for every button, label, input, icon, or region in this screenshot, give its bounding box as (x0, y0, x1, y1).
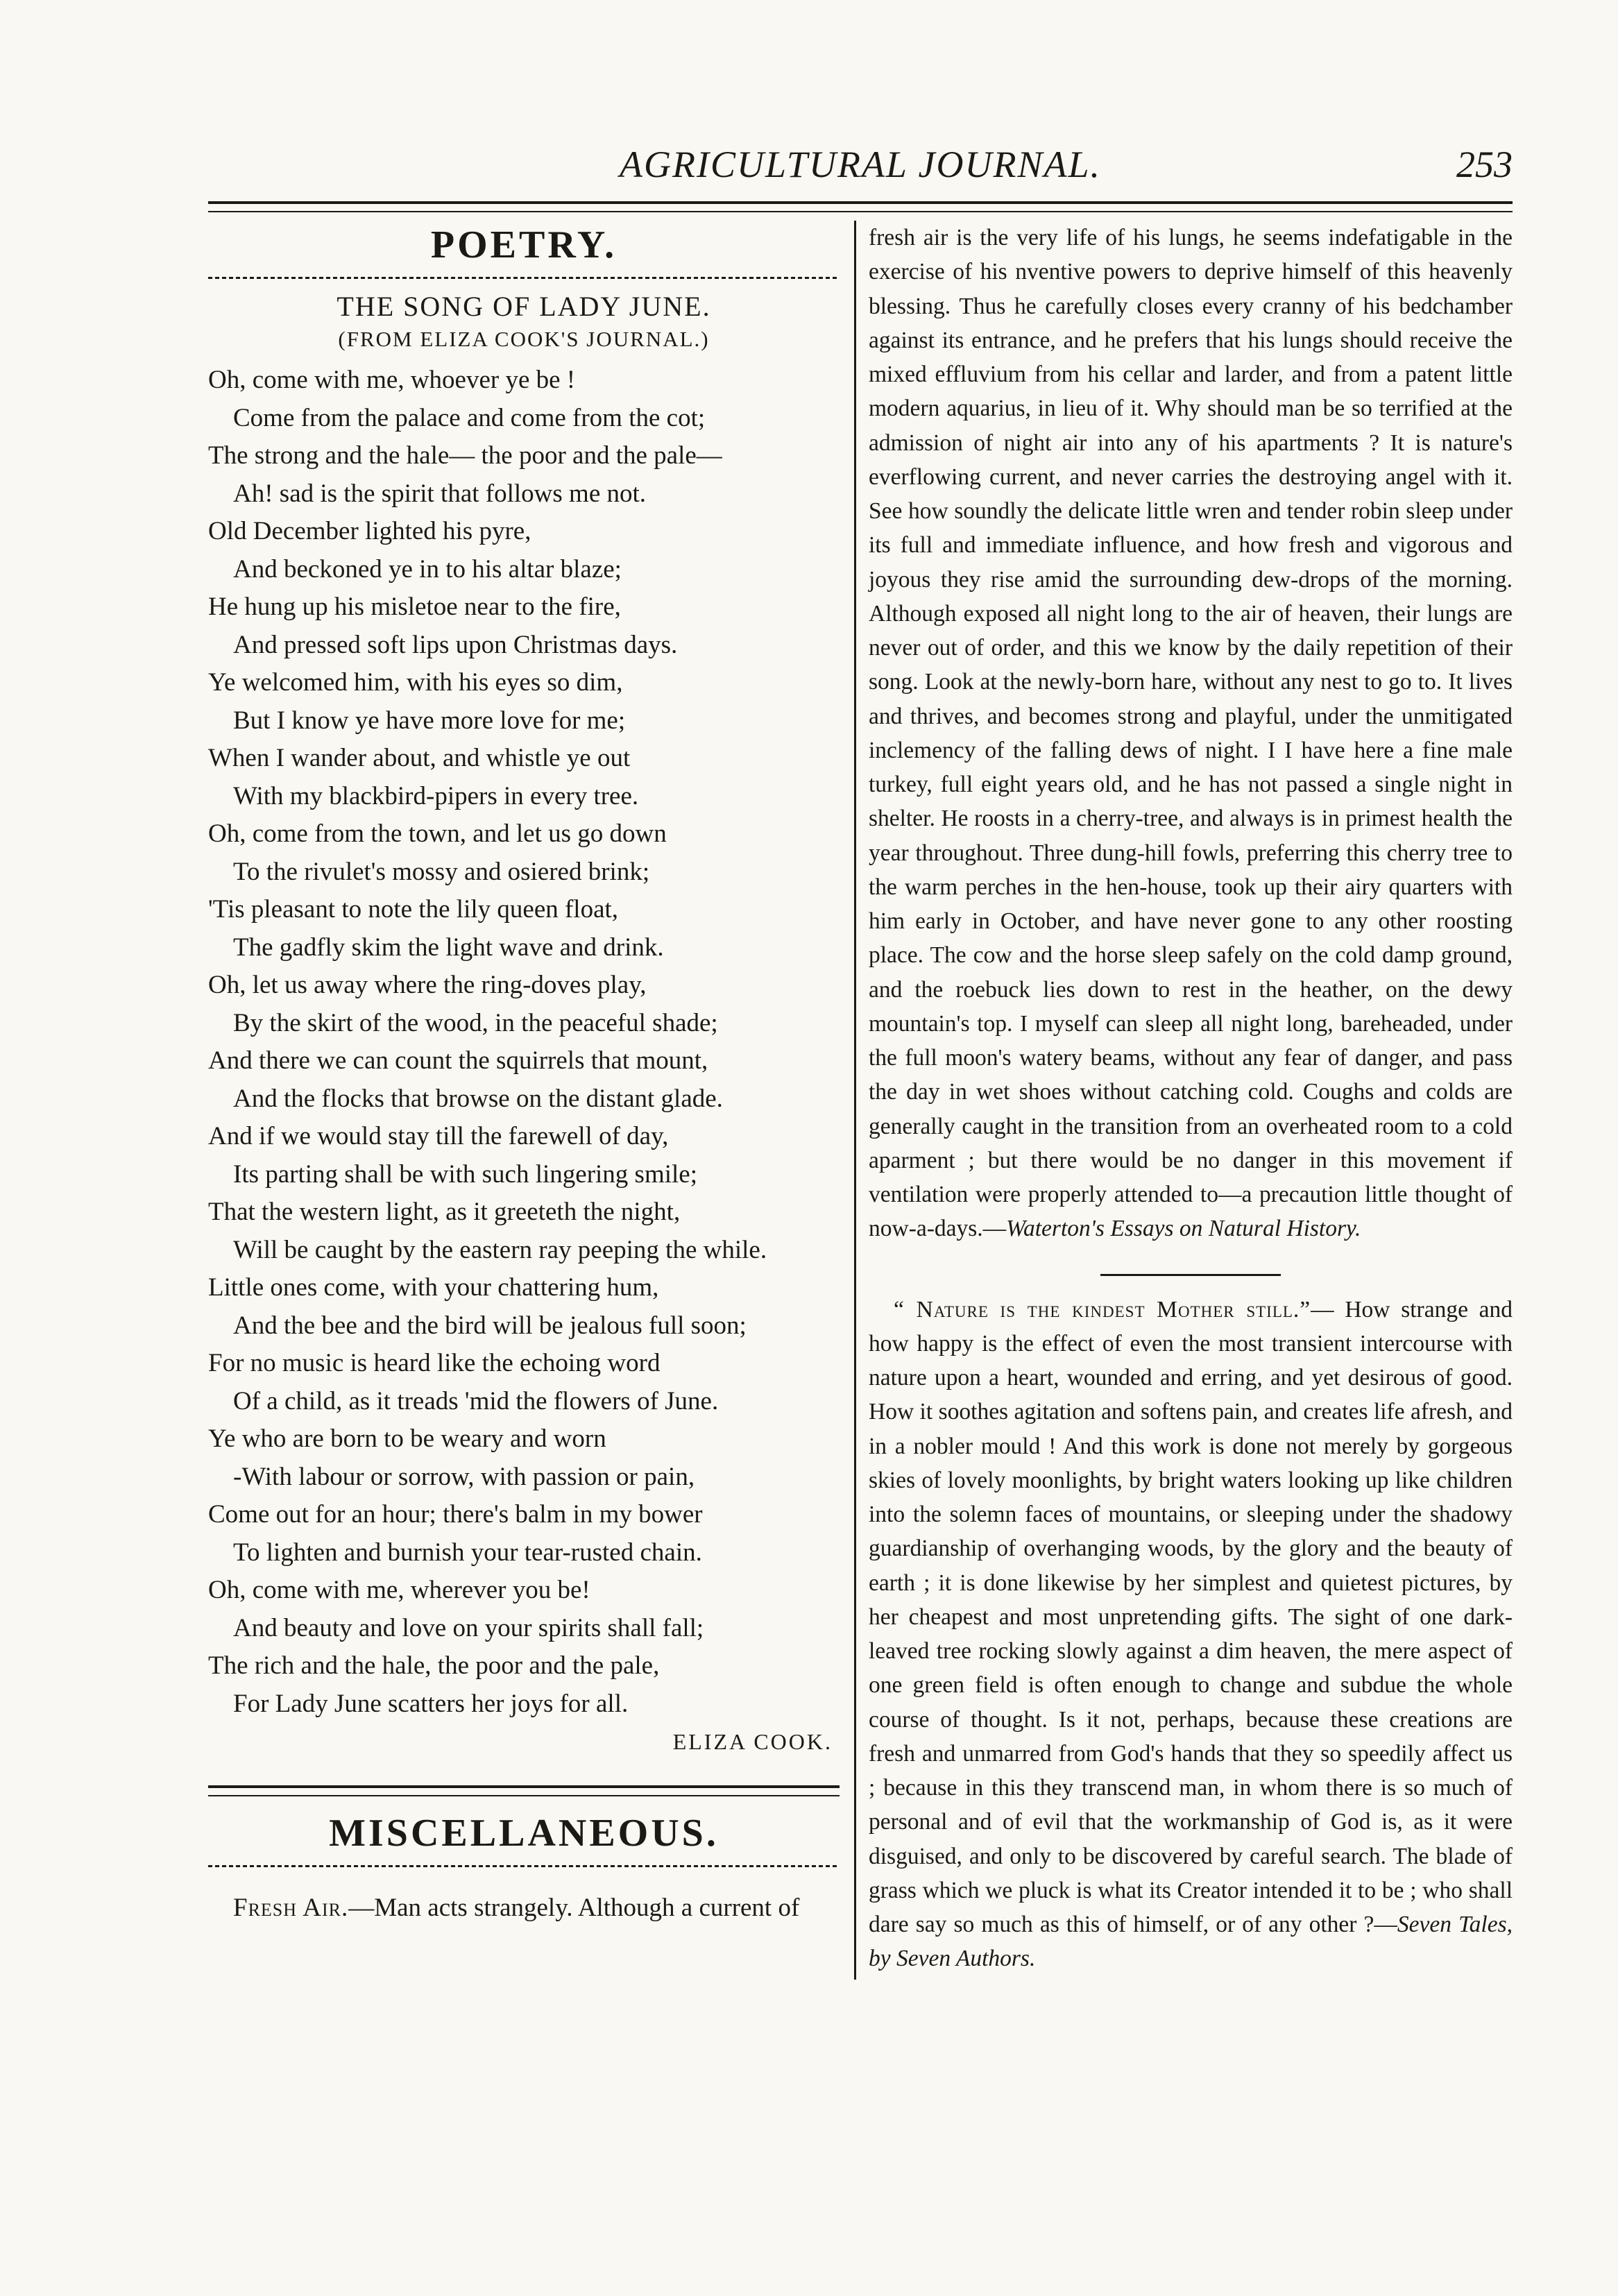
poem-body (208, 362, 840, 1723)
poem-line: For no music is heard like the echoing word (208, 1349, 661, 1377)
poem-line: Come out for an hour; there's balm in my bower (208, 1500, 703, 1529)
article-lead: “ Nature is the kindest Mother still.” (894, 1296, 1311, 1323)
poem-line: With my blackbird-pipers in every tree. (233, 781, 639, 810)
poem-line: But I know ye have more love for me; (233, 706, 626, 735)
article-citation: Seven Tales, by Seven Authors. (869, 1912, 1513, 1972)
poem-line: -With labour or sorrow, with passion or pain, (233, 1462, 695, 1491)
poem-line: And beckoned ye in to his altar blaze; (233, 554, 622, 584)
poem-line: Will be caught by the eastern ray peeping the while. (233, 1235, 767, 1264)
nature-article (869, 1293, 1513, 1976)
fresh-air-article (208, 1889, 840, 1928)
poem-line: Ah! sad is the spirit that follows me not. (233, 479, 647, 508)
poetry-heading: POETRY. (430, 223, 618, 266)
article-body-continued: fresh air is the very life of his lungs, he seems indefatigable in the exercise of his nventive powers to deprive himself of this heavenly blessing. Thus he carefully closes every cranny of his bedchamber against its entrance, and he prefers that his lungs should receive the mixed effluvium from his cellar and larder, and from a patent little modern aquarius, in lieu of it. Why should man be so terrified at the admission of night air into any of his apartments ? It is nature's everflowing current, and never carries the destroying angel with it. See how soundly the delicate little wren and tender robin sleep under its full and immediate influence, and how fresh and vigorous and joyous they rise amid the surrounding dew-drops of the morning. Although exposed all night long to the air of heaven, their lungs are never out of order, and this we know by the daily repetition of their song. Look at the newly-born hare, without any nest to go to. It lives and thrives, and becomes strong and playful, under the unmitigated inclemency of the falling dews of night. I I have here a fine male turkey, full eight years old, and he has not passed a single night in shelter. He roosts in a cherry-tree, and always is in primest health the year throughout. Three dung-hill fowls, preferring this cherry tree to the warm perches in the hen-house, took up their airy quarters with him early in October, and have never gone to any other roosting place. The cow and the horse sleep safely on the cold damp ground, and the roebuck lies down to rest in the heather, on the dewy mountain's top. I myself can sleep all night long, bareheaded, under the full moon's watery beams, without any fear of danger, and pass the day in wet shoes without catching cold. Coughs and colds are generally caught in the transition from an overheated room to a cold aparment ; but there would be no danger in this movement if ventilation were properly attended to—a precaution little thought of now-a-days.— (869, 225, 1513, 1242)
poem-author: ELIZA COOK. (672, 1729, 833, 1754)
running-head (208, 143, 1513, 192)
poem-line: He hung up his misletoe near to the fire, (208, 593, 621, 621)
poem-line: The rich and the hale, the poor and the pale, (208, 1651, 660, 1680)
wavy-divider (208, 1862, 840, 1870)
poem-line: Ye who are born to be weary and worn (208, 1425, 606, 1453)
left-column (208, 221, 840, 1928)
journal-title: AGRICULTURAL JOURNAL. (620, 144, 1101, 185)
article-separator (1100, 1274, 1281, 1276)
poem-line: Old December lighted his pyre, (208, 517, 531, 545)
poem-line: To lighten and burnish your tear-rusted chain. (233, 1538, 702, 1567)
wavy-divider (208, 273, 840, 282)
article-lead: Fresh Air. (233, 1894, 349, 1922)
fresh-air-article-continued (869, 221, 1513, 1246)
right-column (869, 221, 1513, 1976)
poem-line: And beauty and love on your spirits shall fall; (233, 1613, 704, 1642)
poem-line: 'Tis pleasant to note the lily queen float, (208, 895, 619, 924)
poem-line: To the rivulet's mossy and osiered brink; (233, 857, 650, 886)
poem-line: And the flocks that browse on the distant glade. (233, 1084, 723, 1113)
poem-line: Come from the palace and come from the cot; (233, 403, 706, 432)
poem-line: Ye welcomed him, with his eyes so dim, (208, 668, 623, 697)
poem-line: The gadfly skim the light wave and drink. (233, 933, 664, 962)
article-body: — How strange and how happy is the effect of even the most transient intercourse with nature upon a heart, wounded and erring, and yet desirous of good. How it soothes agitation and softens pain, and creates life afresh, and in a nobler mould ! And this work is done not merely by gorgeous skies of lovely moonlights, by bright waters looking up like children into the solemn faces of mountains, or sleeping under the shadowy guardianship of overhanging woods, by the glory and the beauty of earth ; it is done likewise by her simplest and quietest pictures, by her cheapest and most unpretending gifts. The sight of one dark-leaved tree rocking slowly against a dim heaven, the mere aspect of one green field is often enough to change and subdue the whole course of thought. Is it not, perhaps, because these creations are fresh and unmarred from God's hands that they so speedily affect us ; because in this they transcend man, in whom there is so much of personal and of evil that the workmanship of God is, as it were disguised, and only to be discovered by careful search. The blade of grass which we pluck is what its Creator intended it to be ; who shall dare say so much as this of himself, or of any other ?— (869, 1296, 1513, 1937)
article-body: —Man acts strangely. Although a current of (348, 1894, 800, 1922)
poem-title: THE SONG OF LADY JUNE. (337, 291, 711, 322)
poem-line: And pressed soft lips upon Christmas days. (233, 630, 678, 659)
poem-line: Oh, come from the town, and let us go down (208, 819, 667, 848)
column-divider (854, 221, 856, 1980)
section-rule (208, 1785, 840, 1796)
poem-line: By the skirt of the wood, in the peaceful shade; (233, 1008, 718, 1037)
header-rule (208, 201, 1513, 212)
poem-line: Little ones come, with your chattering hum, (208, 1273, 659, 1302)
poem-line: For Lady June scatters her joys for all. (233, 1689, 629, 1718)
article-citation: Waterton's Essays on Natural History. (1006, 1216, 1361, 1242)
page-number: 253 (1456, 144, 1513, 185)
poem-line: Of a child, as it treads 'mid the flowers of June. (233, 1386, 719, 1415)
poem-line: The strong and the hale— the poor and the pale— (208, 441, 722, 470)
poem-line: And if we would stay till the farewell of day, (208, 1122, 669, 1150)
poem-line: When I wander about, and whistle ye out (208, 744, 631, 772)
poem-line: Oh, come with me, whoever ye be ! (208, 366, 576, 394)
miscellaneous-heading: MISCELLANEOUS. (329, 1812, 719, 1855)
poem-source: (FROM ELIZA COOK'S JOURNAL.) (338, 327, 710, 351)
poem-line: And the bee and the bird will be jealous full soon; (233, 1311, 747, 1340)
poem-line: Oh, come with me, wherever you be! (208, 1576, 590, 1604)
poem-line: Its parting shall be with such lingering smile; (233, 1159, 697, 1189)
poem-line: And there we can count the squirrels that mount, (208, 1046, 708, 1075)
poem-line: That the western light, as it greeteth the night, (208, 1198, 681, 1226)
poem-line: Oh, let us away where the ring-doves play, (208, 971, 647, 999)
